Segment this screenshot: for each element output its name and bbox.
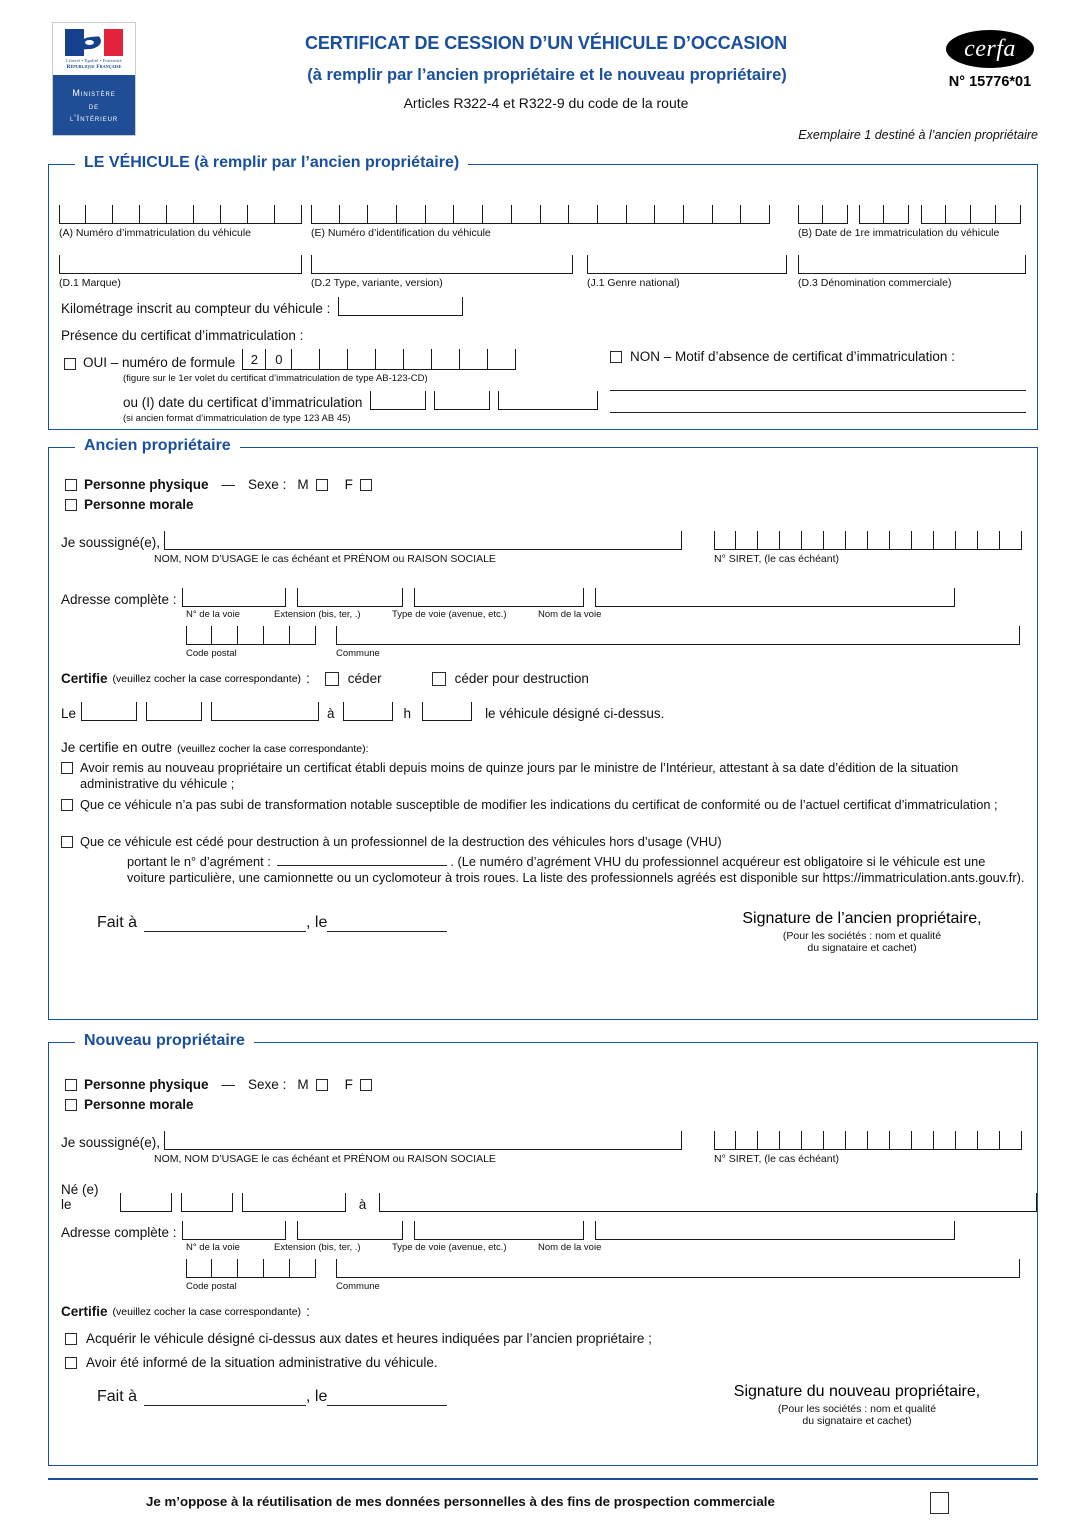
old-owner-address-label: Adresse complète : [61, 592, 177, 607]
new-owner-le-sig-label: , le [306, 1388, 328, 1405]
new-owner-legal-row [65, 1097, 194, 1112]
registration-date-note: (si ancien format d’immatriculation de type 123 AB 45) [123, 413, 351, 424]
new-owner-street-name-input[interactable] [595, 1221, 955, 1240]
old-owner-legal-row [65, 497, 194, 512]
old-owner-le-label: Le [61, 706, 77, 721]
new-owner-signature-title: Signature du nouveau propriétaire, [733, 1383, 981, 1400]
old-owner-siret-caption: N° SIRET, (le cas échéant) [714, 553, 839, 565]
old-owner-personne-morale-label: Personne morale [84, 497, 194, 512]
old-owner-cap-extension: Extension (bis, ter, .) [274, 609, 361, 620]
old-owner-physical-row [65, 477, 372, 492]
page-subtitle: (à remplir par l’ancien propriétaire et le nouveau propriétaire) [307, 66, 787, 84]
new-owner-sexe-m-label: M [297, 1077, 309, 1092]
new-owner-personne-morale-label: Personne morale [84, 1097, 194, 1112]
old-owner-statement-3-checkbox[interactable] [61, 836, 73, 848]
formula-digit-0: 2 [242, 349, 266, 370]
non-reason-line-1[interactable] [610, 377, 1026, 396]
commercial-name-input[interactable] [798, 255, 1026, 279]
old-owner-postal-code-input[interactable] [186, 626, 316, 645]
field-b-label: (B) Date de 1re immatriculation du véhicule [798, 227, 1000, 239]
old-owner-statement-3-row [61, 834, 1026, 850]
old-owner-signature-note-2: du signataire et cachet) [807, 942, 917, 954]
new-owner-statement-2-checkbox[interactable] [65, 1357, 77, 1369]
new-owner-cap-city: Commune [336, 1281, 380, 1292]
old-owner-statement-3-detail [127, 852, 1026, 885]
old-owner-statement-2-row [61, 797, 1026, 813]
formula-digit-1: 0 [266, 349, 292, 370]
old-owner-statement-2-checkbox[interactable] [61, 799, 73, 811]
old-owner-cap-postal-code: Code postal [186, 648, 237, 659]
french-republic-emblem [53, 23, 135, 75]
registration-date-input[interactable] [370, 391, 426, 410]
old-owner-further-certify-note: (veuillez cocher la case correspondante): [177, 743, 369, 755]
old-owner-signature-title: Signature de l’ancien propriétaire, [742, 910, 982, 927]
old-owner-name-caption: NOM, NOM D’USAGE le cas échéant et PRÉNOM ou RAISON SOCIALE [154, 553, 496, 565]
old-owner-cap-street-type: Type de voie (avenue, etc.) [392, 609, 507, 620]
new-owner-personne-physique-checkbox[interactable] [65, 1079, 77, 1091]
old-owner-sexe-f-checkbox[interactable] [360, 479, 372, 491]
presence-oui-checkbox[interactable] [64, 358, 76, 370]
ministry-line-2: de [88, 100, 100, 111]
old-owner-signature-block [697, 910, 1027, 954]
registration-date-label: ou (I) date du certificat d’immatriculation [123, 395, 363, 410]
ministry-of-interior-logo [52, 22, 136, 136]
new-owner-siret-input[interactable] [714, 1131, 1022, 1150]
new-owner-certifie-row [61, 1304, 310, 1319]
old-owner-date-input[interactable] [327, 918, 447, 932]
old-owner-section [48, 437, 1038, 1020]
copy-designation: Exemplaire 1 destiné à l’ancien propriétaire [798, 128, 1038, 142]
old-owner-undersigned-label: Je soussigné(e), [61, 535, 161, 550]
field-d1-label: (D.1 Marque) [59, 277, 121, 289]
new-owner-place-input[interactable] [144, 1392, 306, 1406]
marketing-optout-checkbox[interactable] [930, 1492, 949, 1514]
marketing-optout-label: Je m’oppose à la réutilisation de mes données personnelles à des fins de prospection commerciale [146, 1494, 775, 1509]
field-d3-label: (D.3 Dénomination commerciale) [798, 277, 952, 289]
old-owner-siret-input[interactable] [714, 531, 1022, 550]
field-d2-label: (D.2 Type, variante, version) [311, 277, 443, 289]
new-owner-cap-street-type: Type de voie (avenue, etc.) [392, 1242, 507, 1253]
old-owner-city-input[interactable] [336, 626, 1020, 650]
old-owner-certifie-colon: : [306, 671, 310, 686]
new-owner-name-input[interactable] [164, 1131, 682, 1150]
legal-articles: Articles R322-4 et R322-9 du code de la route [403, 95, 689, 111]
new-owner-name-caption: NOM, NOM D’USAGE le cas échéant et PRÉNOM ou RAISON SOCIALE [154, 1153, 496, 1165]
old-owner-ceder-label: céder [347, 671, 382, 686]
old-owner-transfer-hour-input[interactable] [343, 702, 393, 721]
old-owner-h-label: h [403, 706, 412, 721]
old-owner-signature-area[interactable] [689, 968, 1029, 1014]
old-owner-sexe-label: Sexe : [248, 477, 287, 492]
old-owner-street-type-input[interactable] [414, 588, 584, 607]
field-a-label: (A) Numéro d’immatriculation du véhicule [59, 227, 251, 239]
new-owner-street-extension-input[interactable] [297, 1221, 403, 1240]
new-owner-dash: — [221, 1077, 236, 1092]
new-owner-sexe-f-label: F [344, 1077, 353, 1092]
republic-name: République Française [66, 64, 122, 70]
new-owner-sexe-label: Sexe : [248, 1077, 287, 1092]
new-owner-certifie-label: Certifie [61, 1304, 108, 1319]
new-owner-cap-street-name: Nom de la voie [538, 1242, 602, 1253]
old-owner-cap-street-number: N° de la voie [186, 609, 240, 620]
presence-non-checkbox[interactable] [610, 351, 622, 363]
old-owner-name-input[interactable] [164, 531, 682, 550]
old-owner-dash: — [221, 477, 236, 492]
formula-number-input[interactable] [242, 349, 516, 370]
old-owner-address-row [61, 588, 955, 607]
old-owner-personne-physique-label: Personne physique [84, 477, 209, 492]
mileage-row [61, 297, 463, 316]
non-reason-line-2[interactable] [610, 399, 1026, 418]
old-owner-ceder-destruction-checkbox[interactable] [432, 672, 446, 686]
new-owner-siret-caption: N° SIRET, (le cas échéant) [714, 1153, 839, 1165]
presence-oui-label: OUI – numéro de formule [83, 355, 236, 370]
field-e-label: (E) Numéro d’identification du véhicule [311, 227, 491, 239]
new-owner-address-label: Adresse complète : [61, 1225, 177, 1240]
old-owner-fait-a-row [97, 914, 447, 932]
old-owner-signature-note-1: (Pour les sociétés : nom et qualité [782, 930, 942, 942]
registration-number-input[interactable] [59, 205, 302, 224]
vin-input[interactable] [311, 205, 771, 224]
old-owner-cap-street-name: Nom de la voie [538, 609, 602, 620]
old-owner-cap-city: Commune [336, 648, 380, 659]
french-flag-icon [65, 29, 123, 56]
old-owner-vhu-number-input[interactable] [277, 852, 447, 866]
new-owner-personne-morale-checkbox[interactable] [65, 1099, 77, 1111]
old-owner-certifie-row [61, 671, 589, 686]
old-owner-street-name-input[interactable] [595, 588, 955, 607]
cerfa-logo: cerfa [946, 30, 1034, 68]
new-owner-section-legend: Nouveau propriétaire [75, 1032, 254, 1050]
new-owner-physical-row [65, 1077, 372, 1092]
old-owner-transfer-datetime-row [61, 702, 664, 721]
old-owner-certifie-note: (veuillez cocher la case correspondante) [112, 672, 302, 685]
new-owner-fait-a-label: Fait à [97, 1388, 138, 1405]
new-owner-certifie-colon: : [306, 1304, 310, 1319]
old-owner-further-certify-row [61, 740, 369, 755]
vehicle-row-identification [59, 205, 302, 224]
old-owner-statement-1-row [61, 760, 1026, 791]
footer-divider [48, 1478, 1038, 1480]
old-owner-vhu-rest: . (Le numéro d’agrément VHU du professionnel acquéreur est obligatoire si le véhicule est une voiture particulière, une camionnette ou un cyclomoteur à trois roues. La liste des professionnels agréés est disponible sur https://immatriculation.ants.gouv.fr). [127, 854, 1025, 885]
page-title: CERTIFICAT DE CESSION D’UN VÉHICULE D’OCCASION [304, 33, 788, 53]
old-owner-personne-physique-checkbox[interactable] [65, 479, 77, 491]
formula-number-note: (figure sur le 1er volet du certificat d’immatriculation de type AB-123-CD) [123, 373, 428, 384]
old-owner-place-input[interactable] [144, 918, 306, 932]
new-owner-certifie-note: (veuillez cocher la case correspondante) [112, 1305, 302, 1318]
new-owner-birth-year-input[interactable] [242, 1193, 346, 1212]
old-owner-sexe-m-label: M [297, 477, 309, 492]
new-owner-postal-code-input[interactable] [186, 1259, 316, 1278]
new-owner-birth-row [61, 1182, 1037, 1212]
national-genre-input[interactable] [587, 255, 787, 279]
new-owner-street-type-input[interactable] [414, 1221, 584, 1240]
old-owner-transfer-minute-input[interactable] [422, 702, 472, 721]
new-owner-statement-1-checkbox[interactable] [65, 1333, 77, 1345]
old-owner-further-certify-label: Je certifie en outre [61, 740, 173, 755]
type-variant-version-input[interactable] [311, 255, 573, 279]
new-owner-city-input[interactable] [336, 1259, 1020, 1283]
old-owner-name-row [61, 531, 682, 550]
republic-motto: Liberté • Égalité • Fraternité [66, 58, 122, 63]
mileage-input[interactable] [338, 297, 463, 316]
registration-date-row [123, 391, 598, 410]
new-owner-name-row [61, 1131, 682, 1150]
vehicle-section-legend: LE VÉHICULE (à remplir par l’ancien propriétaire) [75, 154, 468, 172]
new-owner-statement-1-row [65, 1331, 652, 1346]
old-owner-sexe-f-label: F [344, 477, 353, 492]
new-owner-signature-note-2: du signataire et cachet) [802, 1415, 912, 1427]
new-owner-date-input[interactable] [327, 1392, 447, 1406]
old-owner-statement-2-text: Que ce véhicule n’a pas subi de transformation notable susceptible de modifier les indications du certificat de conformité ou de l’actuel certificat d’immatriculation ; [80, 797, 998, 812]
old-owner-ceder-destruction-label: céder pour destruction [454, 671, 589, 686]
new-owner-birth-month-input[interactable] [181, 1193, 233, 1212]
old-owner-statement-3-line1: Que ce véhicule est cédé pour destruction à un professionnel de la destruction des véhicules hors d’usage (VHU) [80, 834, 722, 849]
old-owner-vhu-prefix: portant le n° d’agrément : [127, 854, 271, 869]
new-owner-birth-day-input[interactable] [120, 1193, 172, 1212]
old-owner-a-label: à [327, 706, 335, 721]
first-registration-date-input[interactable] [798, 205, 1021, 224]
old-owner-transfer-month-input[interactable] [146, 702, 202, 721]
new-owner-signature-note-1: (Pour les sociétés : nom et qualité [777, 1403, 937, 1415]
mileage-label: Kilométrage inscrit au compteur du véhicule : [61, 301, 331, 316]
old-owner-ceder-checkbox[interactable] [325, 672, 339, 686]
old-owner-transfer-day-input[interactable] [81, 702, 137, 721]
old-owner-le-sig-label: , le [306, 914, 328, 931]
new-owner-birthplace-input[interactable] [379, 1193, 1037, 1212]
new-owner-sexe-m-checkbox[interactable] [316, 1079, 328, 1091]
old-owner-certifie-label: Certifie [61, 671, 108, 686]
form-header [0, 0, 1086, 148]
old-owner-statement-1-text: Avoir remis au nouveau propriétaire un certificat établi depuis moins de quinze jours par le ministre de l’Intérieur, attestant à sa date d’édition de la situation administrative du véhicule ; [80, 760, 959, 791]
new-owner-birth-label: Né (e) le [61, 1182, 99, 1212]
old-owner-transfer-year-input[interactable] [211, 702, 319, 721]
new-owner-personne-physique-label: Personne physique [84, 1077, 209, 1092]
old-owner-statement-1-checkbox[interactable] [61, 762, 73, 774]
brand-input[interactable] [59, 255, 302, 279]
presence-yes-row [64, 349, 516, 370]
new-owner-birthplace-label: à [358, 1197, 367, 1212]
presence-non-row [610, 349, 955, 364]
presence-non-label: NON – Motif d’absence de certificat d’immatriculation : [630, 349, 955, 364]
cerfa-number: N° 15776*01 [948, 74, 1032, 90]
new-owner-undersigned-label: Je soussigné(e), [61, 1135, 161, 1150]
new-owner-fait-a-row [97, 1388, 447, 1406]
new-owner-statement-1-text: Acquérir le véhicule désigné ci-dessus aux dates et heures indiquées par l’ancien propriétaire ; [86, 1331, 652, 1346]
new-owner-cap-extension: Extension (bis, ter, .) [274, 1242, 361, 1253]
new-owner-cap-postal-code: Code postal [186, 1281, 237, 1292]
new-owner-signature-area[interactable] [679, 1441, 1029, 1465]
ministry-line-1: Ministère [72, 88, 116, 99]
new-owner-cap-street-number: N° de la voie [186, 1242, 240, 1253]
new-owner-signature-block [687, 1383, 1027, 1427]
new-owner-statement-2-row [65, 1355, 438, 1370]
new-owner-statement-2-text: Avoir été informé de la situation administrative du véhicule. [86, 1355, 438, 1370]
old-owner-street-extension-input[interactable] [297, 588, 403, 607]
new-owner-street-number-input[interactable] [182, 1221, 286, 1240]
new-owner-sexe-f-checkbox[interactable] [360, 1079, 372, 1091]
old-owner-section-legend: Ancien propriétaire [75, 437, 240, 455]
old-owner-sexe-m-checkbox[interactable] [316, 479, 328, 491]
old-owner-street-number-input[interactable] [182, 588, 286, 607]
vehicle-section [48, 154, 1038, 430]
ministry-line-3: l'Intérieur [69, 113, 119, 124]
new-owner-section [48, 1032, 1038, 1466]
old-owner-personne-morale-checkbox[interactable] [65, 499, 77, 511]
registration-presence-label: Présence du certificat d’immatriculation : [61, 328, 304, 343]
old-owner-fait-a-label: Fait à [97, 914, 138, 931]
ministry-name-block [53, 75, 135, 135]
new-owner-address-row [61, 1221, 955, 1240]
old-owner-vehicle-designated-label: le véhicule désigné ci-dessus. [485, 706, 665, 721]
field-j1-label: (J.1 Genre national) [587, 277, 680, 289]
